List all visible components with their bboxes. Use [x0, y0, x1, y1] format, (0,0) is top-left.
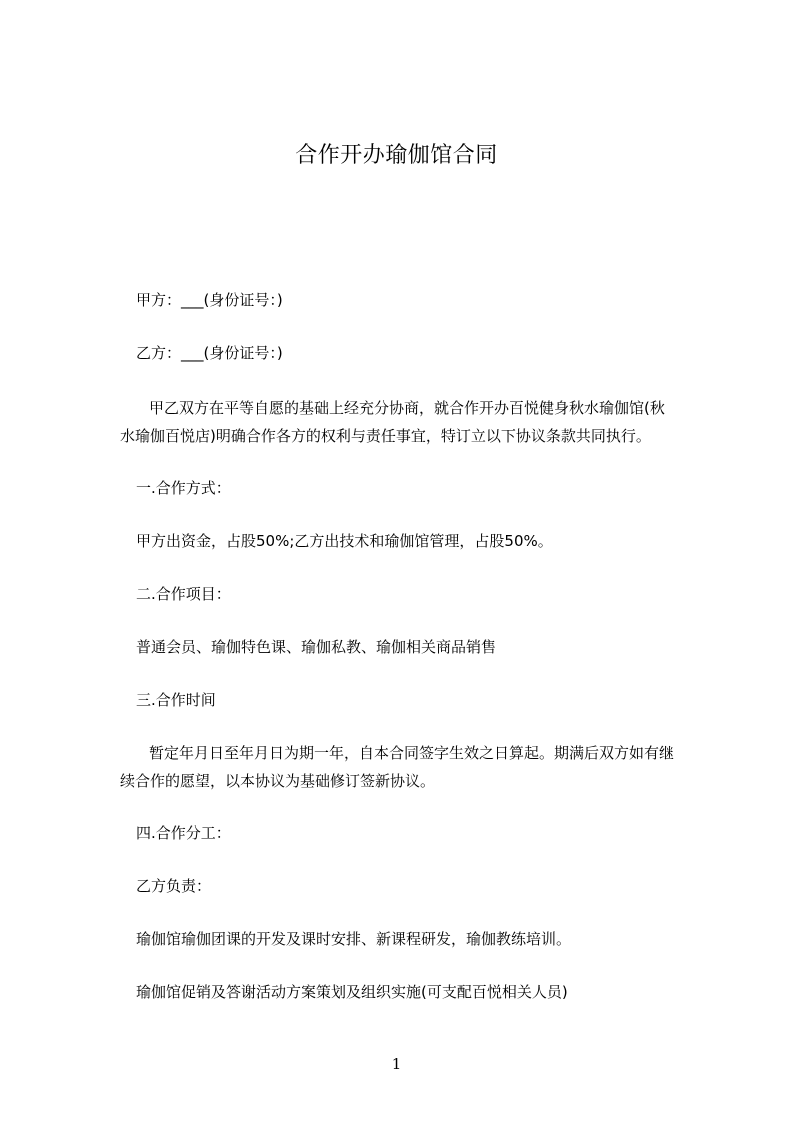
intro-line-2: 水瑜伽百悦店)明确合作各方的权利与责任事宜，特订立以下协议条款共同执行。 [120, 427, 651, 445]
section1-body: 甲方出资金，占股50%;乙方出技术和瑜伽馆管理，占股50%。 [136, 532, 553, 550]
page-title: 合作开办瑜伽馆合同 [295, 143, 498, 168]
section3-paragraph [120, 739, 706, 795]
section3-line-2: 续合作的愿望，以本协议为基础修订签新协议。 [120, 772, 436, 790]
section3-heading: 三.合作时间 [136, 691, 216, 709]
section1-heading: 一.合作方式： [136, 479, 231, 497]
section3-line-1: 暂定年月日至年月日为期一年，自本合同签字生效之日算起。期满后双方如有继 [134, 744, 675, 762]
section2-body: 普通会员、瑜伽特色课、瑜伽私教、瑜伽相关商品销售 [136, 638, 497, 656]
section4-subheading: 乙方负责： [136, 877, 212, 895]
section4-item-2: 瑜伽馆促销及答谢活动方案策划及组织实施(可支配百悦相关人员) [136, 983, 568, 1001]
intro-paragraph [120, 394, 706, 450]
party-b-line: 乙方：___(身份证号：) [136, 344, 283, 362]
section2-heading: 二.合作项目： [136, 585, 231, 603]
section4-item-1: 瑜伽馆瑜伽团课的开发及课时安排、新课程研发，瑜伽教练培训。 [136, 930, 572, 948]
party-a-line: 甲方：___(身份证号：) [136, 291, 283, 309]
page-number: 1 [391, 1055, 402, 1073]
section4-heading: 四.合作分工： [136, 824, 231, 842]
intro-line-1: 甲乙双方在平等自愿的基础上经充分协商，就合作开办百悦健身秋水瑜伽馆(秋 [134, 399, 665, 417]
